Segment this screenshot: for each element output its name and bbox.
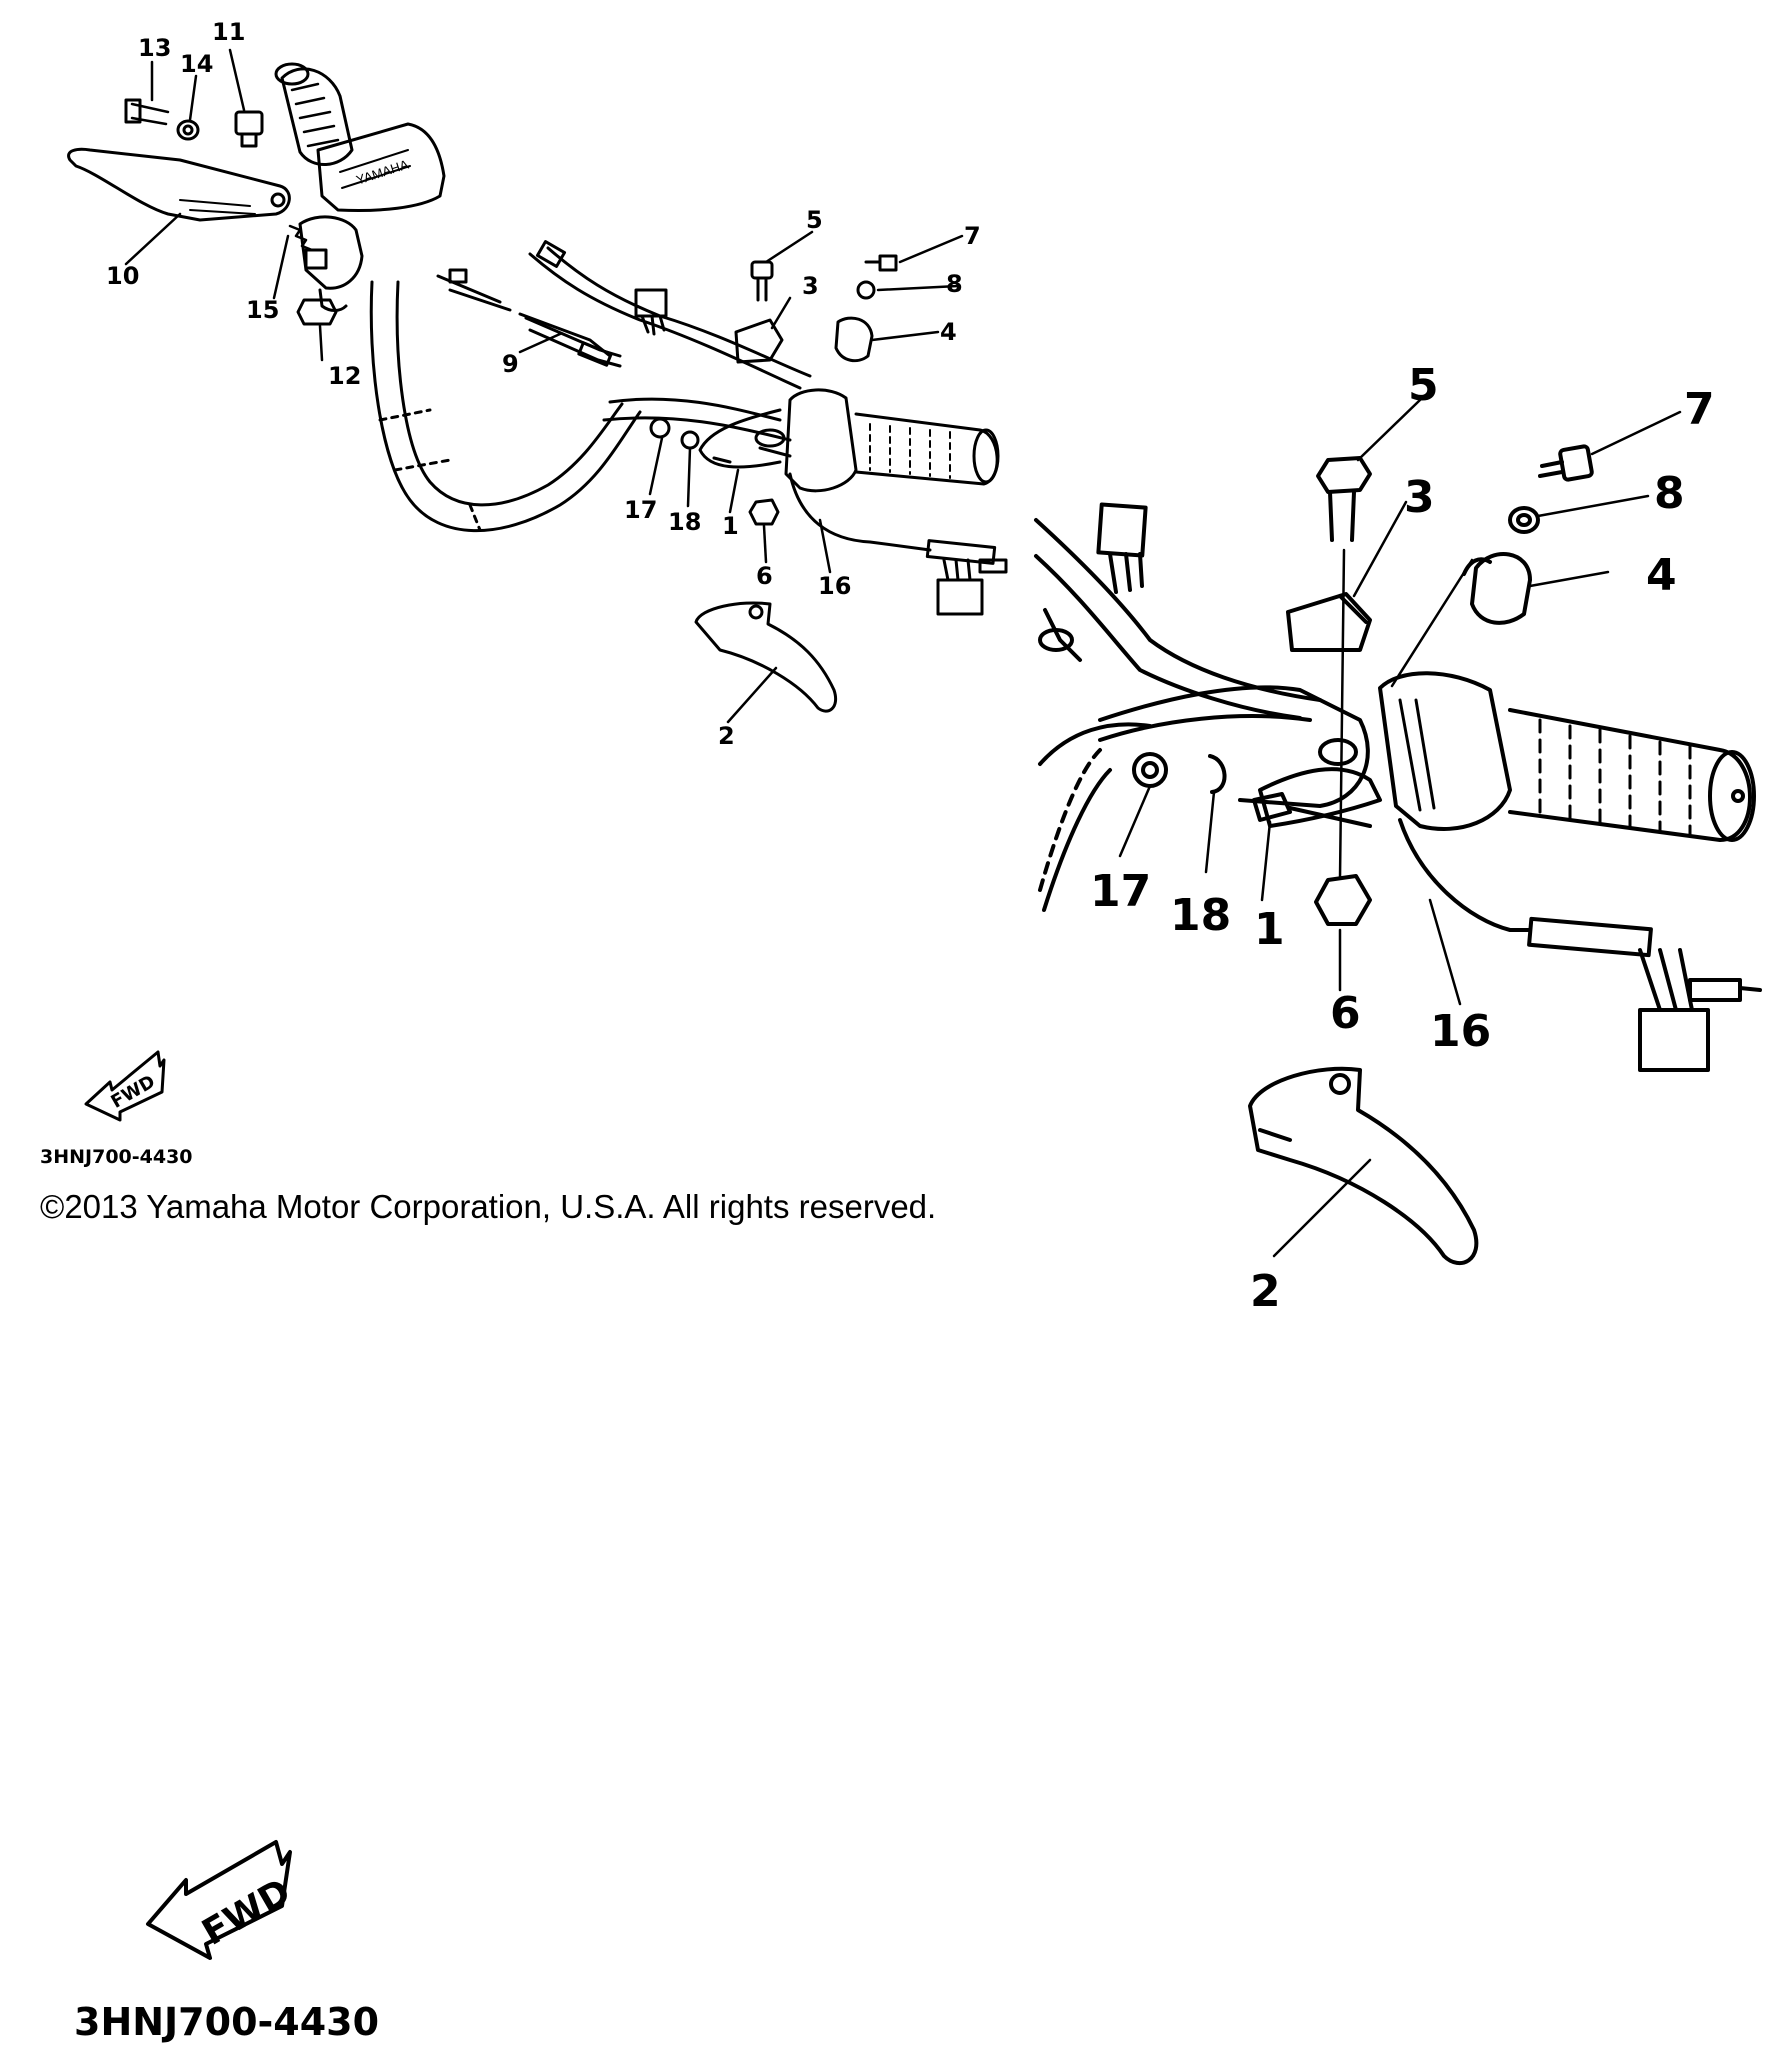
callout-17: 17 — [624, 496, 658, 524]
holder-4-overview — [836, 318, 872, 361]
nut-6-overview — [750, 500, 778, 524]
diagram-code-large: 3HNJ700-4430 — [74, 2000, 380, 2044]
fwd-label-small: FWD — [107, 1071, 159, 1113]
spring-15 — [290, 226, 312, 250]
right-switch-overview — [700, 390, 856, 491]
callout-9: 9 — [502, 350, 519, 378]
callout-2: 2 — [718, 722, 735, 750]
callout-7: 7 — [964, 222, 981, 250]
callout-13: 13 — [138, 34, 172, 62]
left-grip — [276, 64, 352, 165]
callout-1: 1 — [722, 512, 739, 540]
leader-lines — [126, 50, 1680, 1256]
detail-callout-6: 6 — [1330, 988, 1361, 1039]
diagram-code-small: 3HNJ700-4430 — [40, 1146, 193, 1168]
handlebar — [371, 282, 790, 531]
callout-12: 12 — [328, 362, 362, 390]
callout-6: 6 — [756, 562, 773, 590]
bolt-13 — [126, 100, 168, 124]
washer-8-overview — [858, 282, 874, 298]
lever-bracket — [300, 217, 362, 311]
callout-4: 4 — [940, 318, 957, 346]
detail-callout-5: 5 — [1408, 360, 1439, 411]
callout-11: 11 — [212, 18, 246, 46]
detail-callout-4: 4 — [1646, 550, 1677, 601]
copyright-notice: ©2013 Yamaha Motor Corporation, U.S.A. All rights reserved. — [40, 1188, 937, 1225]
callout-5: 5 — [806, 206, 823, 234]
lever-2-overview — [696, 603, 836, 711]
detail-callout-8: 8 — [1654, 468, 1685, 519]
callout-10: 10 — [106, 262, 140, 290]
detail-callout-16: 16 — [1430, 1006, 1492, 1057]
detail-callout-17: 17 — [1090, 866, 1152, 917]
callout-14: 14 — [180, 50, 214, 78]
right-grip-overview — [856, 414, 998, 484]
detail-callout-18: 18 — [1170, 890, 1232, 941]
fwd-label-large: FWD — [195, 1871, 298, 1954]
left-lever-10 — [69, 149, 290, 220]
screw-7-overview — [866, 256, 896, 270]
callout-18: 18 — [668, 508, 702, 536]
bolt-11 — [236, 112, 262, 146]
detail-callout-2: 2 — [1250, 1266, 1281, 1317]
detail-callout-3: 3 — [1404, 472, 1435, 523]
left-switch — [318, 124, 444, 210]
callout-15: 15 — [246, 296, 280, 324]
detail-callout-7: 7 — [1684, 384, 1715, 435]
nut-12 — [298, 300, 336, 324]
callout-3: 3 — [802, 272, 819, 300]
bolt-5-overview — [752, 262, 772, 300]
clamp-3-overview — [736, 320, 782, 362]
washer-14 — [178, 121, 198, 139]
callout-8: 8 — [946, 270, 963, 298]
detail-callout-1: 1 — [1254, 904, 1285, 955]
detail-callouts — [1090, 360, 1715, 1317]
callout-16: 16 — [818, 572, 852, 600]
grip-brand-text: YAMAHA — [354, 156, 411, 188]
